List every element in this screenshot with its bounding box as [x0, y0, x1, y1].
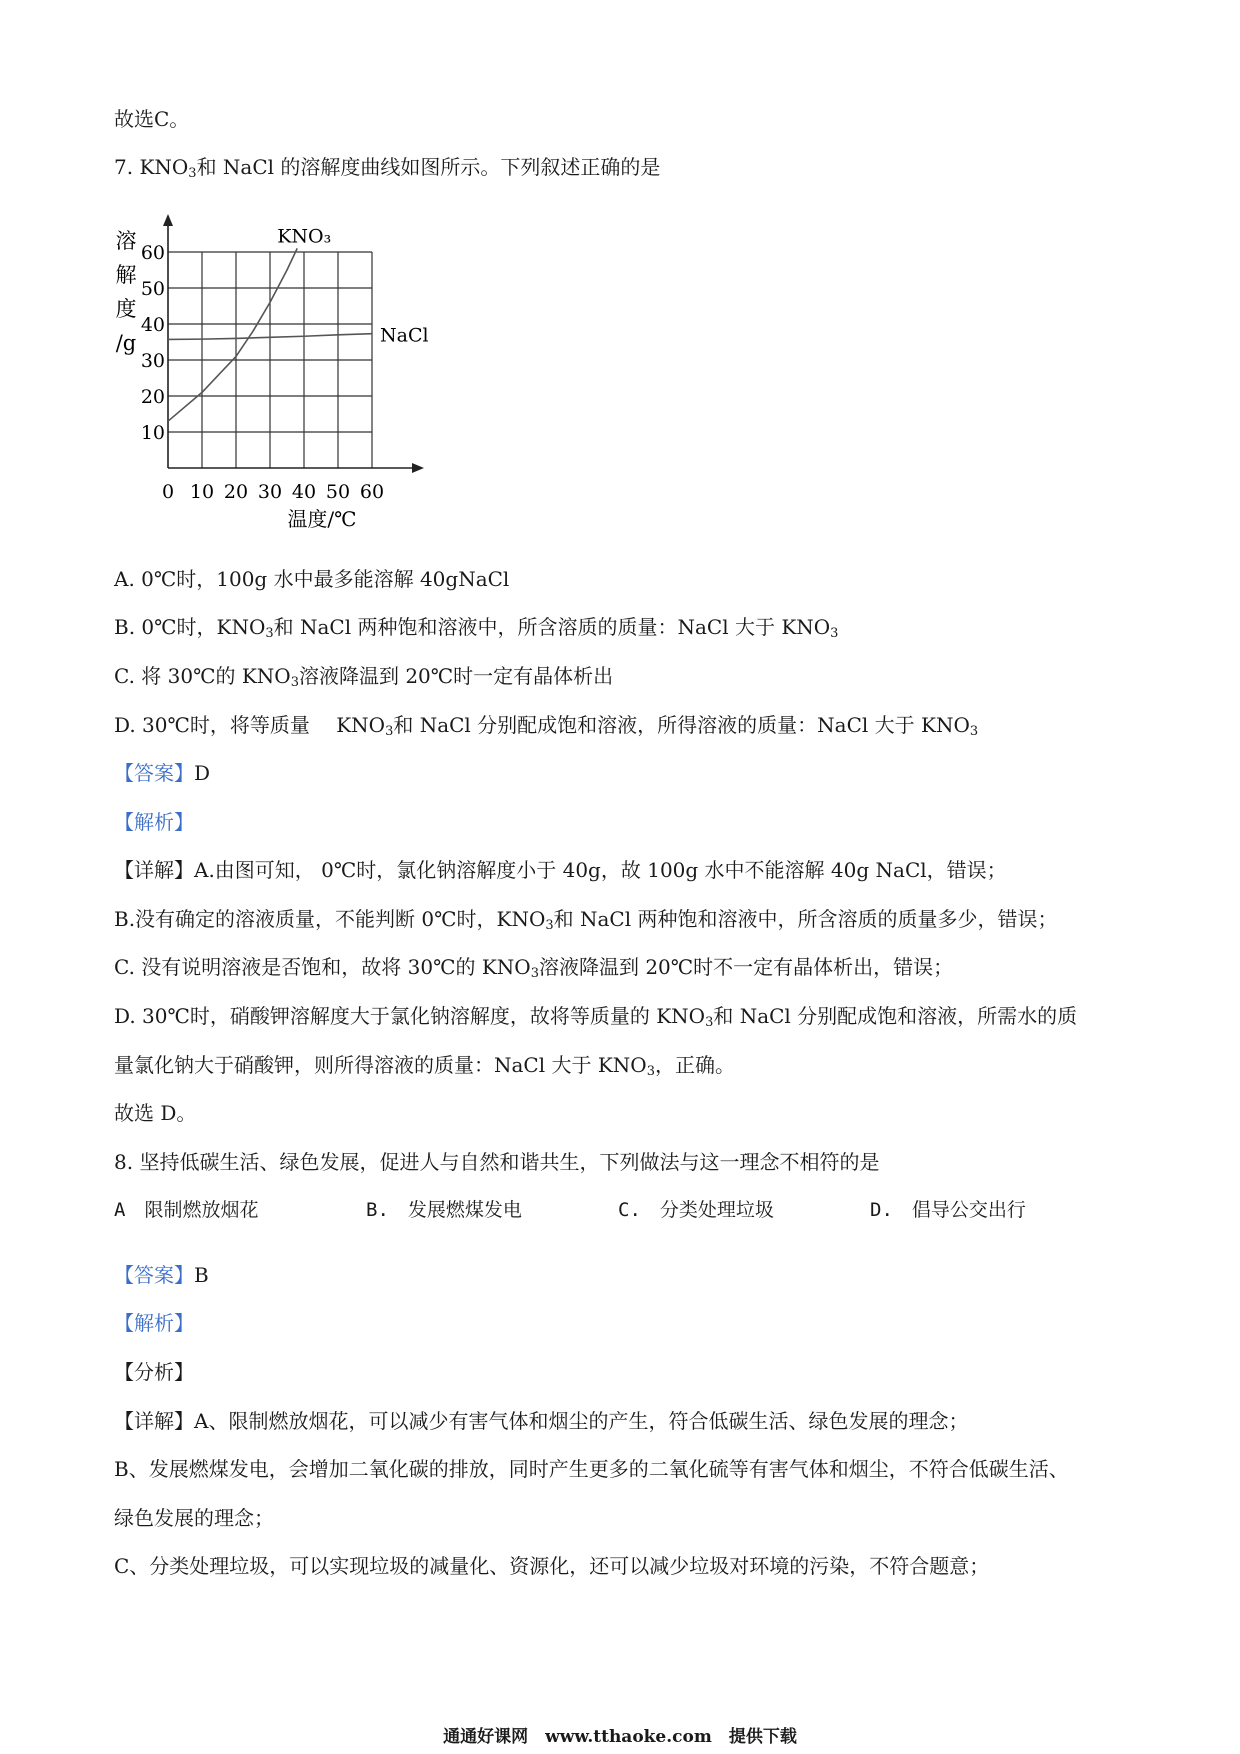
q7-detail-c: C. 没有说明溶液是否饱和，故将 30℃的 $KNO_3$溶液降温到 20℃时不一定有晶体析出，错误；: [114, 955, 954, 981]
x-tick-label: 40: [291, 481, 317, 503]
chart-series: [168, 225, 429, 421]
q7-conclusion: 故选 D。: [114, 1101, 197, 1125]
q8-detail-b-line2: 绿色发展的理念；: [114, 1506, 274, 1530]
y-tick-label: 60: [140, 242, 165, 264]
q7-detail-d-line1: D. 30℃时，硝酸钾溶解度大于氯化钠溶解度，故将等质量的 $KNO_3$和 NaCl 分别配成饱和溶液，所需水的质: [114, 1004, 1078, 1030]
x-axis-label: 温度/℃: [287, 507, 357, 528]
q7-option-b: B. 0℃时，$KNO_3$和 NaCl 两种饱和溶液中，所含溶质的质量：NaCl 大于 $KNO_3$: [114, 615, 839, 641]
q7-detail-d-line2: 量氯化钠大于硝酸钾，则所得溶液的质量：NaCl 大于 $KNO_3$，正确。: [114, 1053, 735, 1079]
x-axis-arrow: [412, 463, 424, 473]
page-footer: 通通好课网 www.tthaoke.com 提供下载: [443, 1727, 797, 1747]
q7-option-d: D. 30℃时，将等质量 $KNO_3$和 NaCl 分别配成饱和溶液，所得溶液的质量：NaCl 大于 $KNO_3$: [114, 713, 979, 739]
y-tick-label: 10: [140, 422, 165, 444]
x-tick-labels: [162, 481, 384, 503]
y-tick-label: 30: [140, 350, 165, 372]
y-axis-label-char: 解: [115, 263, 137, 287]
q7-detail-b: B.没有确定的溶液质量，不能判断 0℃时，$KNO_3$和 NaCl 两种饱和溶液中，所含溶质的质量多少，错误；: [114, 907, 1058, 933]
y-tick-labels: [141, 242, 165, 444]
q8-analysis-tag: 【解析】: [114, 1311, 194, 1335]
solubility-chart: [112, 208, 432, 528]
q8-option-d: D. 倡导公交出行: [870, 1199, 1026, 1221]
x-tick-label: 20: [223, 481, 249, 503]
y-axis-label-char: 度: [115, 297, 137, 321]
q8-fenxi: 【分析】: [114, 1360, 194, 1384]
q8-option-c: C. 分类处理垃圾: [618, 1199, 774, 1221]
x-tick-label: 60: [359, 481, 385, 503]
y-tick-label: 20: [140, 386, 165, 408]
q6-conclusion: 故选C。: [114, 107, 190, 131]
q7-option-a: A. 0℃时，100g 水中最多能溶解 40gNaCl: [114, 567, 510, 591]
q8-detail-b-line1: B、发展燃煤发电，会增加二氧化碳的排放，同时产生更多的二氧化硫等有害气体和烟尘，不符合低碳生活、: [114, 1457, 1069, 1481]
q8-option-a: A 限制燃放烟花: [114, 1199, 259, 1221]
x-tick-label: 30: [257, 481, 283, 503]
y-axis-label: [116, 229, 137, 355]
y-axis-label-char: 溶: [115, 229, 137, 253]
series-line-kno3: [168, 248, 297, 421]
series-label-nacl: NaCl: [380, 324, 429, 347]
q7-option-c: C. 将 30℃的 $KNO_3$溶液降温到 20℃时一定有晶体析出: [114, 664, 614, 690]
q7-answer: 【答案】D: [114, 761, 211, 785]
y-axis-arrow: [163, 214, 173, 226]
y-tick-label: 50: [140, 278, 165, 300]
series-label-kno3: KNO₃: [277, 225, 332, 248]
q8-detail-c: C、分类处理垃圾，可以实现垃圾的减量化、资源化，还可以减少垃圾对环境的污染，不符合题意；: [114, 1554, 990, 1578]
x-tick-label: 10: [189, 481, 215, 503]
x-tick-label: 0: [161, 481, 175, 503]
chart-grid: [168, 252, 372, 468]
x-tick-label: 50: [325, 481, 351, 503]
q8-stem: 8. 坚持低碳生活、绿色发展，促进人与自然和谐共生，下列做法与这一理念不相符的是: [114, 1150, 880, 1174]
q7-stem: 7. $KNO_3$和 NaCl 的溶解度曲线如图所示。下列叙述正确的是: [114, 155, 661, 181]
y-axis-label-char: /g: [115, 331, 137, 355]
q8-answer: 【答案】B: [114, 1263, 209, 1287]
q7-analysis-tag: 【解析】: [114, 810, 194, 834]
q7-detail-a: 【详解】A.由图可知， 0℃时，氯化钠溶解度小于 40g，故 100g 水中不能溶解 40g NaCl，错误；: [114, 858, 1007, 882]
q8-detail-a: 【详解】A、限制燃放烟花，可以减少有害气体和烟尘的产生，符合低碳生活、绿色发展的理念；: [114, 1409, 969, 1433]
y-tick-label: 40: [140, 314, 165, 336]
q8-option-b: B. 发展燃煤发电: [366, 1199, 522, 1221]
